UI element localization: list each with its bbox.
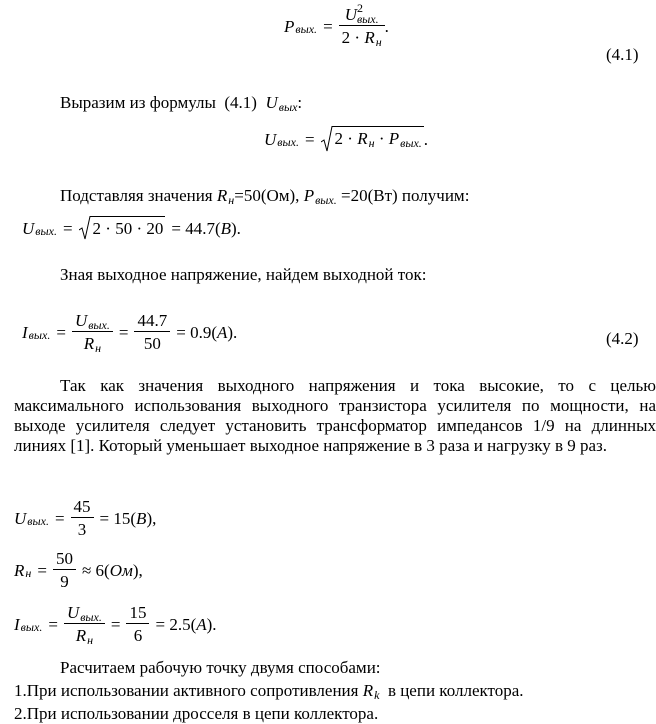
formula-subscript: вых. xyxy=(35,224,57,238)
formula-end: ). xyxy=(206,614,217,634)
formula-4-2 xyxy=(22,311,238,355)
fraction-numerator: 15 xyxy=(126,604,149,624)
formula-u-calc xyxy=(22,216,241,240)
fraction-denominator: 6 xyxy=(133,626,143,645)
radicand: 2 · 50 · 20 xyxy=(91,216,166,240)
equation-number: (4.1) xyxy=(606,45,639,64)
formula-subscript: вых. xyxy=(20,620,43,634)
list-item-2: 2.При использовании дросселя в цепи коллектора. xyxy=(14,704,379,723)
formula-superscript: 2 xyxy=(356,1,363,15)
text-express xyxy=(60,93,303,114)
formula-u15 xyxy=(14,498,156,538)
equals-sign: = xyxy=(323,16,333,36)
formula-result: ≈ 6( xyxy=(81,560,110,580)
formula-unit: B xyxy=(136,508,147,528)
radical-sign-icon xyxy=(321,126,333,152)
formula-r6 xyxy=(14,550,143,590)
text-fragment: Выразим из формулы xyxy=(60,93,216,112)
formula-subscript: вых. xyxy=(88,318,110,332)
formula-subscript: вых. xyxy=(400,136,422,150)
formula-end: ), xyxy=(146,508,157,528)
equals-sign: = xyxy=(118,322,129,342)
radical-sign-icon xyxy=(79,216,91,240)
formula-result: = 0.9( xyxy=(176,322,217,342)
equals-sign: = xyxy=(110,614,121,634)
equation-ref: (4.1) xyxy=(224,93,257,112)
formula-subscript: н xyxy=(25,566,32,580)
formula-coef: 2 · xyxy=(341,28,361,47)
formula-var: R xyxy=(14,560,25,580)
equals-sign: = xyxy=(48,614,58,634)
fraction-numerator: 44.7 xyxy=(134,312,170,332)
text-substitute xyxy=(60,186,470,207)
text-knowing: Зная выходное напряжение, найдем выходной ток: xyxy=(60,265,427,284)
formula-subscript: вых. xyxy=(80,610,102,624)
fraction xyxy=(53,550,76,590)
fraction xyxy=(134,312,170,352)
equation-number: (4.2) xyxy=(606,329,639,348)
formula-var: R xyxy=(75,626,87,645)
fraction xyxy=(71,498,94,538)
formula-unit: A xyxy=(216,322,228,342)
formula-subscript: вых. xyxy=(295,22,318,36)
formula-var: R xyxy=(216,186,228,205)
formula-var: U xyxy=(344,5,357,24)
formula-result: = 2.5( xyxy=(155,614,197,634)
text-calc: Расчитаем рабочую точку двумя способами: xyxy=(60,658,381,677)
formula-subscript: вых. xyxy=(28,328,51,342)
list-item-1 xyxy=(14,681,524,702)
formula-i25 xyxy=(14,603,217,647)
formula-var: P xyxy=(303,186,315,205)
formula-subscript: вых. xyxy=(277,135,299,149)
formula-unit: Ом xyxy=(109,560,133,580)
formula-subscript: вых. xyxy=(356,12,379,26)
text-fragment: : xyxy=(297,93,303,112)
fraction xyxy=(339,1,385,49)
formula-end: . xyxy=(384,16,389,36)
sqrt xyxy=(79,216,166,240)
formula-subscript: вых. xyxy=(27,514,49,528)
formula-var: R xyxy=(362,681,374,700)
formula-subscript: н xyxy=(87,633,94,647)
fraction-denominator: 9 xyxy=(60,572,69,591)
formula-4-1 xyxy=(284,1,389,49)
formula-end: . xyxy=(423,129,429,149)
formula-result: = 44.7( xyxy=(171,218,221,238)
fraction-denominator: 3 xyxy=(77,520,87,539)
equals-sign: = xyxy=(62,218,73,238)
formula-subscript: н xyxy=(375,35,382,49)
formula-var: I xyxy=(22,322,28,342)
formula-end: ), xyxy=(132,560,143,580)
formula-unit: A xyxy=(196,614,207,634)
fraction-numerator: 50 xyxy=(53,550,76,570)
equals-sign: = xyxy=(37,560,47,580)
formula-var: U xyxy=(22,218,35,238)
formula-coef: 2 · xyxy=(334,129,353,148)
equals-sign: = xyxy=(56,322,66,342)
formula-subscript: k xyxy=(374,688,380,702)
text-fragment: =50(Ом), xyxy=(234,186,300,205)
formula-var: U xyxy=(66,603,80,622)
paragraph-main: Так как значения выходного напряжения и тока высокие, то с целью максимального использования выходного транзистора усилителя по мощности, на выходе усилителя следует установить трансформатор импедансов 1/9 на длинных линиях [1]. Который уменьшает выходное напряжение в 3 раза и нагрузку в 9 раз. xyxy=(14,376,656,455)
formula-end: ). xyxy=(227,322,238,342)
formula-subscript: вых. xyxy=(315,193,337,207)
formula-result: = 15( xyxy=(99,508,137,528)
fraction xyxy=(64,603,105,647)
formula-op: · xyxy=(378,129,385,148)
formula-var: U xyxy=(264,129,277,149)
formula-end: ). xyxy=(231,218,241,238)
formula-var: U xyxy=(74,311,88,330)
formula-var: U xyxy=(14,508,27,528)
text-fragment: =20(Вт) получим: xyxy=(341,186,470,205)
text-fragment: 1.При использовании активного сопротивления xyxy=(14,681,359,700)
formula-var: R xyxy=(83,334,95,353)
fraction xyxy=(126,604,149,644)
formula-var: R xyxy=(357,129,368,148)
equals-sign: = xyxy=(54,508,65,528)
fraction-denominator: 50 xyxy=(143,334,161,353)
formula-var: I xyxy=(14,614,20,634)
fraction xyxy=(72,311,113,355)
formula-u-sqrt xyxy=(264,126,428,152)
formula-subscript: н xyxy=(368,136,375,150)
text-fragment: Подставляя значения xyxy=(60,186,213,205)
equals-sign: = xyxy=(304,129,315,149)
formula-subscript: н xyxy=(228,193,235,207)
fraction-numerator: 45 xyxy=(71,498,94,518)
formula-var: P xyxy=(284,16,295,36)
formula-var: U xyxy=(265,93,278,112)
formula-var: R xyxy=(364,28,375,47)
formula-var: P xyxy=(388,129,400,148)
formula-subscript: н xyxy=(95,341,102,355)
sqrt xyxy=(321,126,424,152)
formula-unit: B xyxy=(220,218,232,238)
formula-subscript: вых xyxy=(278,100,298,114)
text-fragment: в цепи коллектора. xyxy=(387,681,524,700)
